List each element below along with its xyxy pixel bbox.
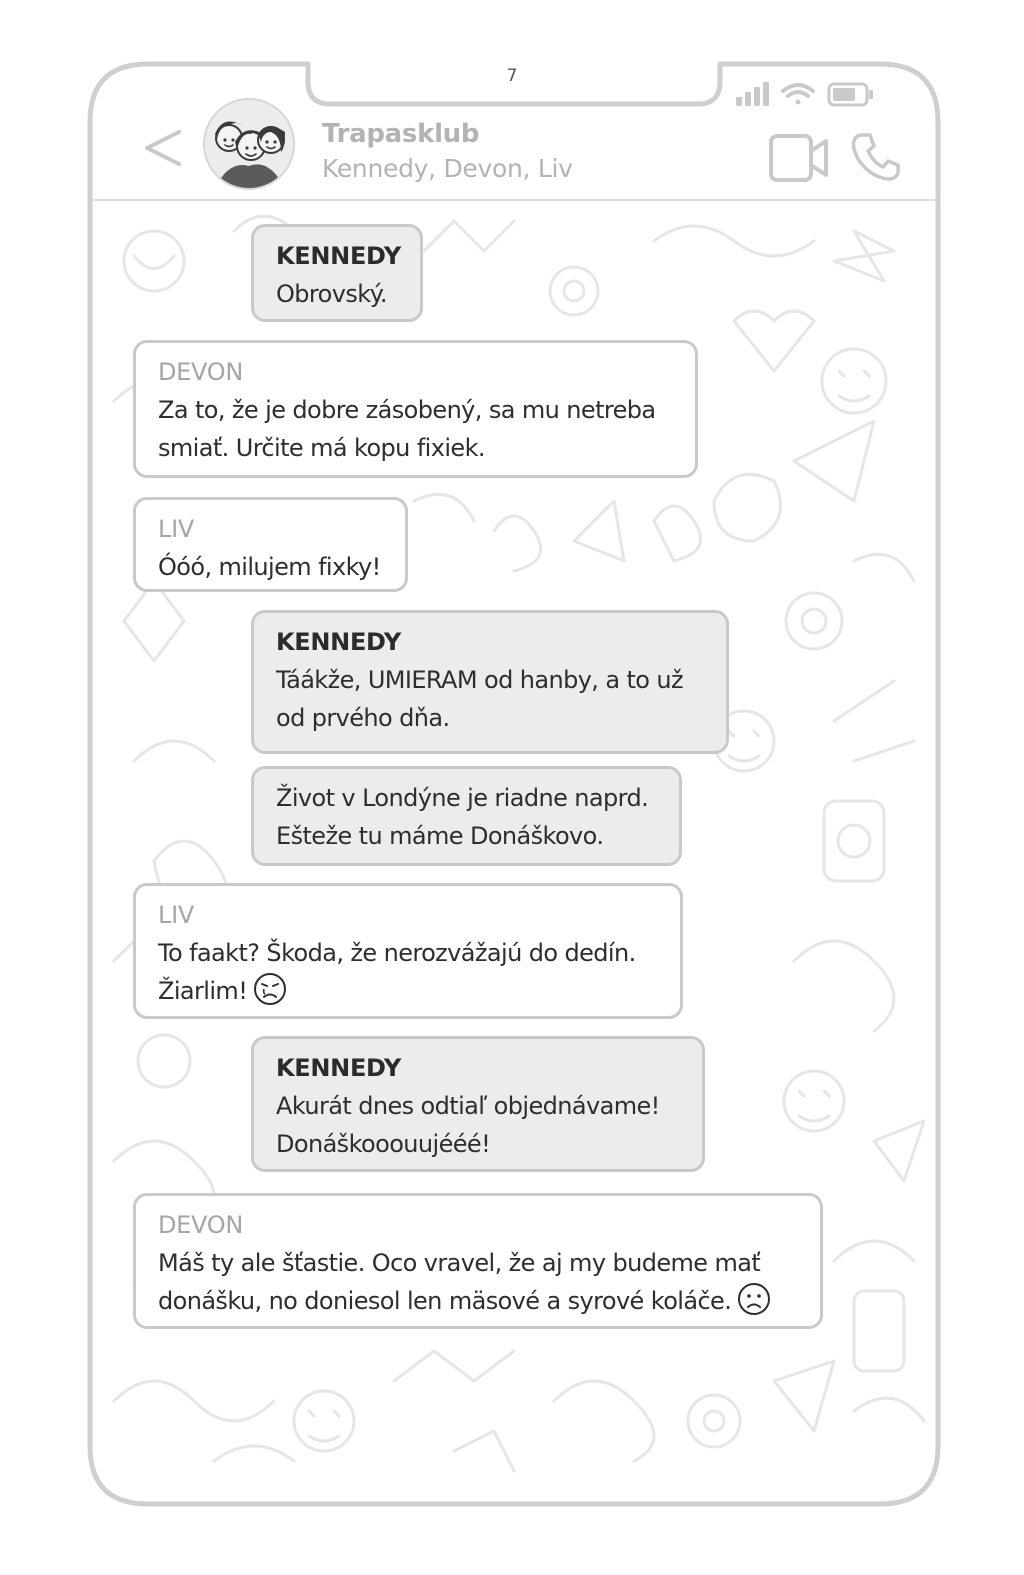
message-text-with-emoji	[158, 972, 660, 1010]
chat-members: Kennedy, Devon, Liv	[322, 154, 573, 183]
message-sender: DEVON	[158, 358, 243, 386]
message-bubble[interactable]	[133, 883, 683, 1019]
signal-bars-icon	[736, 82, 769, 106]
page-number: 7	[506, 66, 518, 86]
message-text: To faakt? Škoda, že nerozvážajú do dedín.	[158, 939, 636, 967]
message-sender: LIV	[158, 515, 194, 543]
message-sender: LIV	[158, 901, 194, 929]
phone-icon[interactable]	[850, 131, 902, 183]
message-bubble[interactable]	[251, 610, 729, 754]
status-bar	[733, 79, 878, 109]
message-text-with-emoji	[158, 1282, 800, 1320]
message-text: donášku, no doniesol len mäsové a syrové koláče.	[158, 1287, 732, 1315]
message-sender: KENNEDY	[276, 242, 402, 270]
message-bubble[interactable]	[133, 497, 408, 592]
message-sender: KENNEDY	[276, 628, 402, 656]
message-bubble[interactable]	[251, 224, 423, 322]
message-bubble[interactable]	[251, 766, 682, 866]
battery-icon	[829, 84, 873, 105]
message-text: smiať. Určite má kopu fixiek.	[158, 434, 485, 462]
message-bubble[interactable]	[133, 340, 698, 478]
message-text: Obrovský.	[276, 280, 387, 308]
message-text: Život v Londýne je riadne naprd.	[276, 784, 649, 812]
message-text: od prvého dňa.	[276, 704, 450, 732]
frown-face-icon	[737, 1282, 771, 1316]
wifi-icon	[783, 85, 813, 105]
message-bubble[interactable]	[251, 1036, 705, 1172]
message-sender: KENNEDY	[276, 1054, 402, 1082]
message-bubble[interactable]	[133, 1193, 823, 1329]
message-text: Óóó, milujem fixky!	[158, 553, 381, 581]
video-camera-icon[interactable]	[768, 133, 830, 183]
message-text: Ešteže tu máme Donáškovo.	[276, 822, 604, 850]
message-text: Akurát dnes odtiaľ objednávame!	[276, 1092, 660, 1120]
message-text: Za to, že je dobre zásobený, sa mu netreba	[158, 396, 656, 424]
message-text: Donáškooouujééé!	[276, 1130, 491, 1158]
group-avatar[interactable]	[203, 98, 295, 190]
group-avatar-image	[205, 100, 293, 188]
message-text: Máš ty ale šťastie. Oco vravel, že aj my budeme mať	[158, 1249, 761, 1277]
message-text: Táákže, UMIERAM od hanby, a to už	[276, 666, 684, 694]
sad-face-icon	[253, 972, 287, 1006]
message-text: Žiarlim!	[158, 977, 248, 1005]
chevron-left-icon[interactable]	[143, 128, 183, 168]
chat-title[interactable]: Trapasklub	[322, 119, 480, 149]
message-sender: DEVON	[158, 1211, 243, 1239]
